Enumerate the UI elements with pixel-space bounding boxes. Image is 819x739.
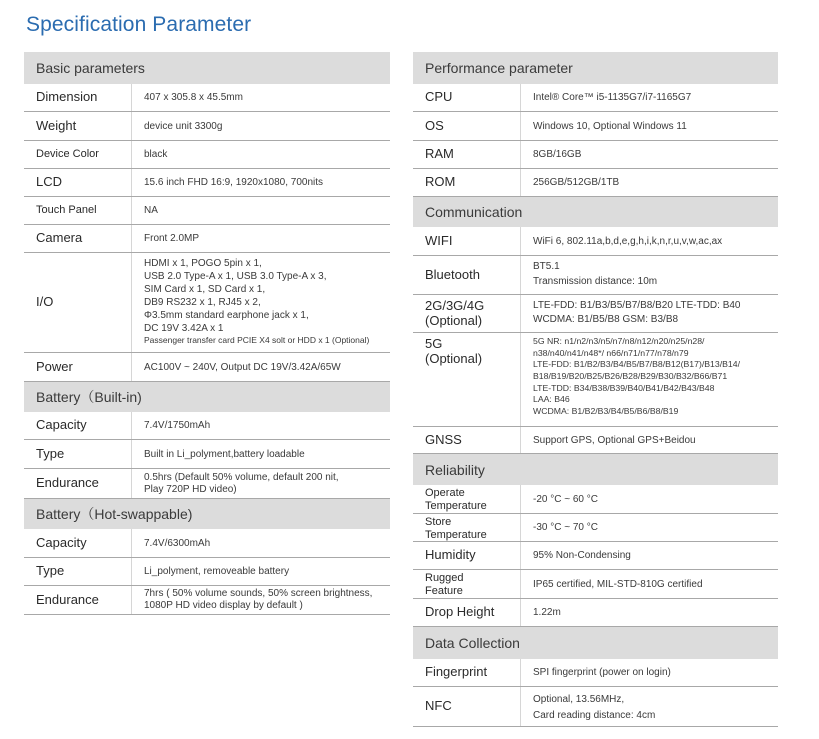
- table-row: [24, 169, 390, 197]
- row-key: Camera: [24, 225, 132, 252]
- table-row: [413, 112, 778, 141]
- table-row: [24, 586, 390, 615]
- fiveg-line: LTE-FDD: B1/B2/B3/B4/B5/B7/B8/B12(B17)/B13/B14/: [533, 359, 740, 370]
- row-value: 1.22m: [533, 607, 561, 618]
- key-line: (Optional): [425, 312, 483, 328]
- table-row: [413, 333, 778, 427]
- row-key: NFC: [413, 687, 521, 726]
- row-key: [413, 295, 521, 332]
- key-line: Feature: [425, 584, 463, 597]
- key-line: Temperature: [425, 528, 487, 541]
- io-line: SIM Card x 1, SD Card x 1,: [144, 284, 266, 295]
- row-key: Power: [24, 353, 132, 381]
- row-value: IP65 certified, MIL-STD-810G certified: [533, 578, 703, 590]
- row-key: [413, 333, 521, 426]
- table-row: [24, 412, 390, 440]
- lte-line: LTE-FDD: B1/B3/B5/B7/B8/B20 LTE-TDD: B40: [533, 300, 741, 311]
- table-row: [413, 256, 778, 295]
- row-value: Windows 10, Optional Windows 11: [533, 120, 687, 132]
- row-value: WiFi 6, 802.11a,b,d,e,g,h,i,k,n,r,u,v,w,ac,ax: [533, 235, 723, 247]
- right-column: [413, 52, 778, 727]
- bluetooth-line: BT5.1: [533, 261, 560, 272]
- left-column: [24, 52, 390, 615]
- row-value: 7.4V/6300mAh: [144, 537, 211, 549]
- endurance-line: 7hrs ( 50% volume sounds, 50% screen brightness,: [144, 588, 373, 599]
- table-row: [413, 84, 778, 112]
- table-row: [24, 225, 390, 253]
- table-row: [24, 353, 390, 382]
- row-key: I/O: [24, 253, 132, 352]
- row-value: Built in Li_polyment,battery loadable: [144, 448, 305, 460]
- row-key: CPU: [413, 84, 521, 111]
- table-row: [413, 295, 778, 333]
- row-value: 8GB/16GB: [533, 149, 582, 160]
- row-key: Endurance: [24, 586, 132, 614]
- page-title: Specification Parameter: [26, 13, 252, 36]
- table-row: [413, 169, 778, 197]
- row-key: [413, 485, 521, 513]
- key-line: 2G/3G/4G: [425, 298, 485, 313]
- section-header-battery-builtin: Battery（Built-in): [24, 382, 390, 412]
- row-value: [521, 295, 778, 332]
- table-row: [413, 599, 778, 627]
- row-value: -20 °C ~ 60 °C: [533, 493, 598, 505]
- row-key: [413, 570, 521, 598]
- row-value: NA: [144, 205, 158, 216]
- io-line: Passenger transfer card PCIE X4 solt or HDD x 1 (Optional): [144, 335, 370, 345]
- table-row-io: [24, 253, 390, 353]
- fiveg-line: WCDMA: B1/B2/B3/B4/B5/B6/B8/B19: [533, 405, 679, 416]
- fiveg-line: B18/B19/B20/B25/B26/B28/B29/B30/B32/B66/B71: [533, 370, 728, 381]
- row-value: [132, 586, 390, 614]
- row-key: Type: [24, 440, 132, 468]
- table-row: [413, 227, 778, 256]
- fiveg-line: n38/n40/n41/n48*/ n66/n71/n77/n78/n79: [533, 347, 689, 358]
- row-value: 7.4V/1750mAh: [144, 420, 211, 431]
- table-row: [413, 485, 778, 514]
- row-value: [132, 469, 390, 498]
- key-line: 5G: [425, 336, 443, 351]
- key-line: (Optional): [425, 350, 483, 366]
- row-key: [413, 514, 521, 541]
- table-row: [24, 141, 390, 169]
- row-key: Endurance: [24, 469, 132, 498]
- row-value: Support GPS, Optional GPS+Beidou: [533, 434, 696, 446]
- row-value: 95% Non-Condensing: [533, 550, 631, 561]
- section-header-data-collection: Data Collection: [413, 627, 778, 659]
- bluetooth-line: Transmission distance: 10m: [533, 275, 658, 287]
- section-header-performance: Performance parameter: [413, 52, 778, 84]
- table-row: [24, 529, 390, 558]
- row-key: Weight: [24, 112, 132, 140]
- endurance-line: 0.5hrs (Default 50% volume, default 200 nit,: [144, 472, 339, 483]
- io-line: DB9 RS232 x 1, RJ45 x 2,: [144, 297, 261, 308]
- row-key: Device Color: [24, 141, 132, 168]
- section-header-communication: Communication: [413, 197, 778, 227]
- row-value: Front 2.0MP: [144, 233, 200, 244]
- io-lines: [132, 253, 390, 352]
- table-row: [24, 558, 390, 586]
- row-key: Capacity: [24, 529, 132, 557]
- io-line: HDMI x 1, POGO 5pin x 1,: [144, 258, 262, 269]
- key-line: Store: [425, 516, 452, 528]
- row-key: Capacity: [24, 412, 132, 439]
- row-value: [521, 333, 778, 426]
- key-line: Operate: [425, 487, 465, 499]
- row-key: OS: [413, 112, 521, 140]
- key-line: Temperature: [425, 499, 487, 512]
- row-key: Touch Panel: [24, 197, 132, 224]
- table-row: [413, 659, 778, 687]
- row-value: SPI fingerprint (power on login): [533, 667, 671, 678]
- fiveg-line: LTE-TDD: B34/B38/B39/B40/B41/B42/B43/B48: [533, 382, 715, 393]
- lte-line: WCDMA: B1/B5/B8 GSM: B3/B8: [533, 314, 679, 325]
- section-header-basic: Basic parameters: [24, 52, 390, 84]
- row-key: Dimension: [24, 84, 132, 111]
- row-value: Intel® Core™ i5-1135G7/i7-1165G7: [533, 92, 692, 103]
- nfc-line: Card reading distance: 4cm: [533, 709, 656, 721]
- endurance-line: Play 720P HD video): [144, 484, 237, 495]
- row-value: 256GB/512GB/1TB: [533, 177, 620, 188]
- row-value: black: [144, 149, 168, 160]
- section-header-reliability: Reliability: [413, 454, 778, 485]
- row-value: Li_polyment, removeable battery: [144, 566, 290, 577]
- nfc-line: Optional, 13.56MHz,: [533, 694, 625, 705]
- table-row: [413, 514, 778, 542]
- row-value: AC100V ~ 240V, Output DC 19V/3.42A/65W: [144, 361, 341, 373]
- table-row: [24, 112, 390, 141]
- table-row: [413, 542, 778, 570]
- table-row: [413, 570, 778, 599]
- io-line: USB 2.0 Type-A x 1, USB 3.0 Type-A x 3,: [144, 271, 327, 282]
- row-key: Type: [24, 558, 132, 585]
- row-key: Drop Height: [413, 599, 521, 626]
- row-key: LCD: [24, 169, 132, 196]
- row-key: ROM: [413, 169, 521, 196]
- io-line: DC 19V 3.42A x 1: [144, 323, 224, 334]
- row-key: WIFI: [413, 227, 521, 255]
- fiveg-line: 5G NR: n1/n2/n3/n5/n7/n8/n12/n20/n25/n28/: [533, 336, 705, 346]
- table-row: [24, 84, 390, 112]
- row-key: Fingerprint: [413, 659, 521, 686]
- row-value: 407 x 305.8 x 45.5mm: [144, 92, 243, 103]
- section-header-battery-hot: Battery（Hot-swappable): [24, 499, 390, 529]
- key-line: Rugged: [425, 572, 464, 584]
- row-value: -30 °C ~ 70 °C: [533, 522, 598, 533]
- table-row: [24, 440, 390, 469]
- endurance-line: 1080P HD video display by default ): [144, 600, 303, 611]
- row-key: GNSS: [413, 427, 521, 453]
- table-row: [24, 197, 390, 225]
- row-key: Humidity: [413, 542, 521, 569]
- row-key: RAM: [413, 141, 521, 168]
- table-row: [413, 427, 778, 454]
- table-row: [413, 687, 778, 727]
- row-value: [521, 256, 778, 294]
- fiveg-line: LAA: B46: [533, 394, 570, 405]
- table-row: [413, 141, 778, 169]
- row-key: Bluetooth: [413, 256, 521, 294]
- table-row: [24, 469, 390, 499]
- row-value: 15.6 inch FHD 16:9, 1920x1080, 700nits: [144, 177, 324, 188]
- row-value: [521, 687, 778, 726]
- row-value: device unit 3300g: [144, 120, 223, 132]
- io-line: Φ3.5mm standard earphone jack x 1,: [144, 310, 309, 321]
